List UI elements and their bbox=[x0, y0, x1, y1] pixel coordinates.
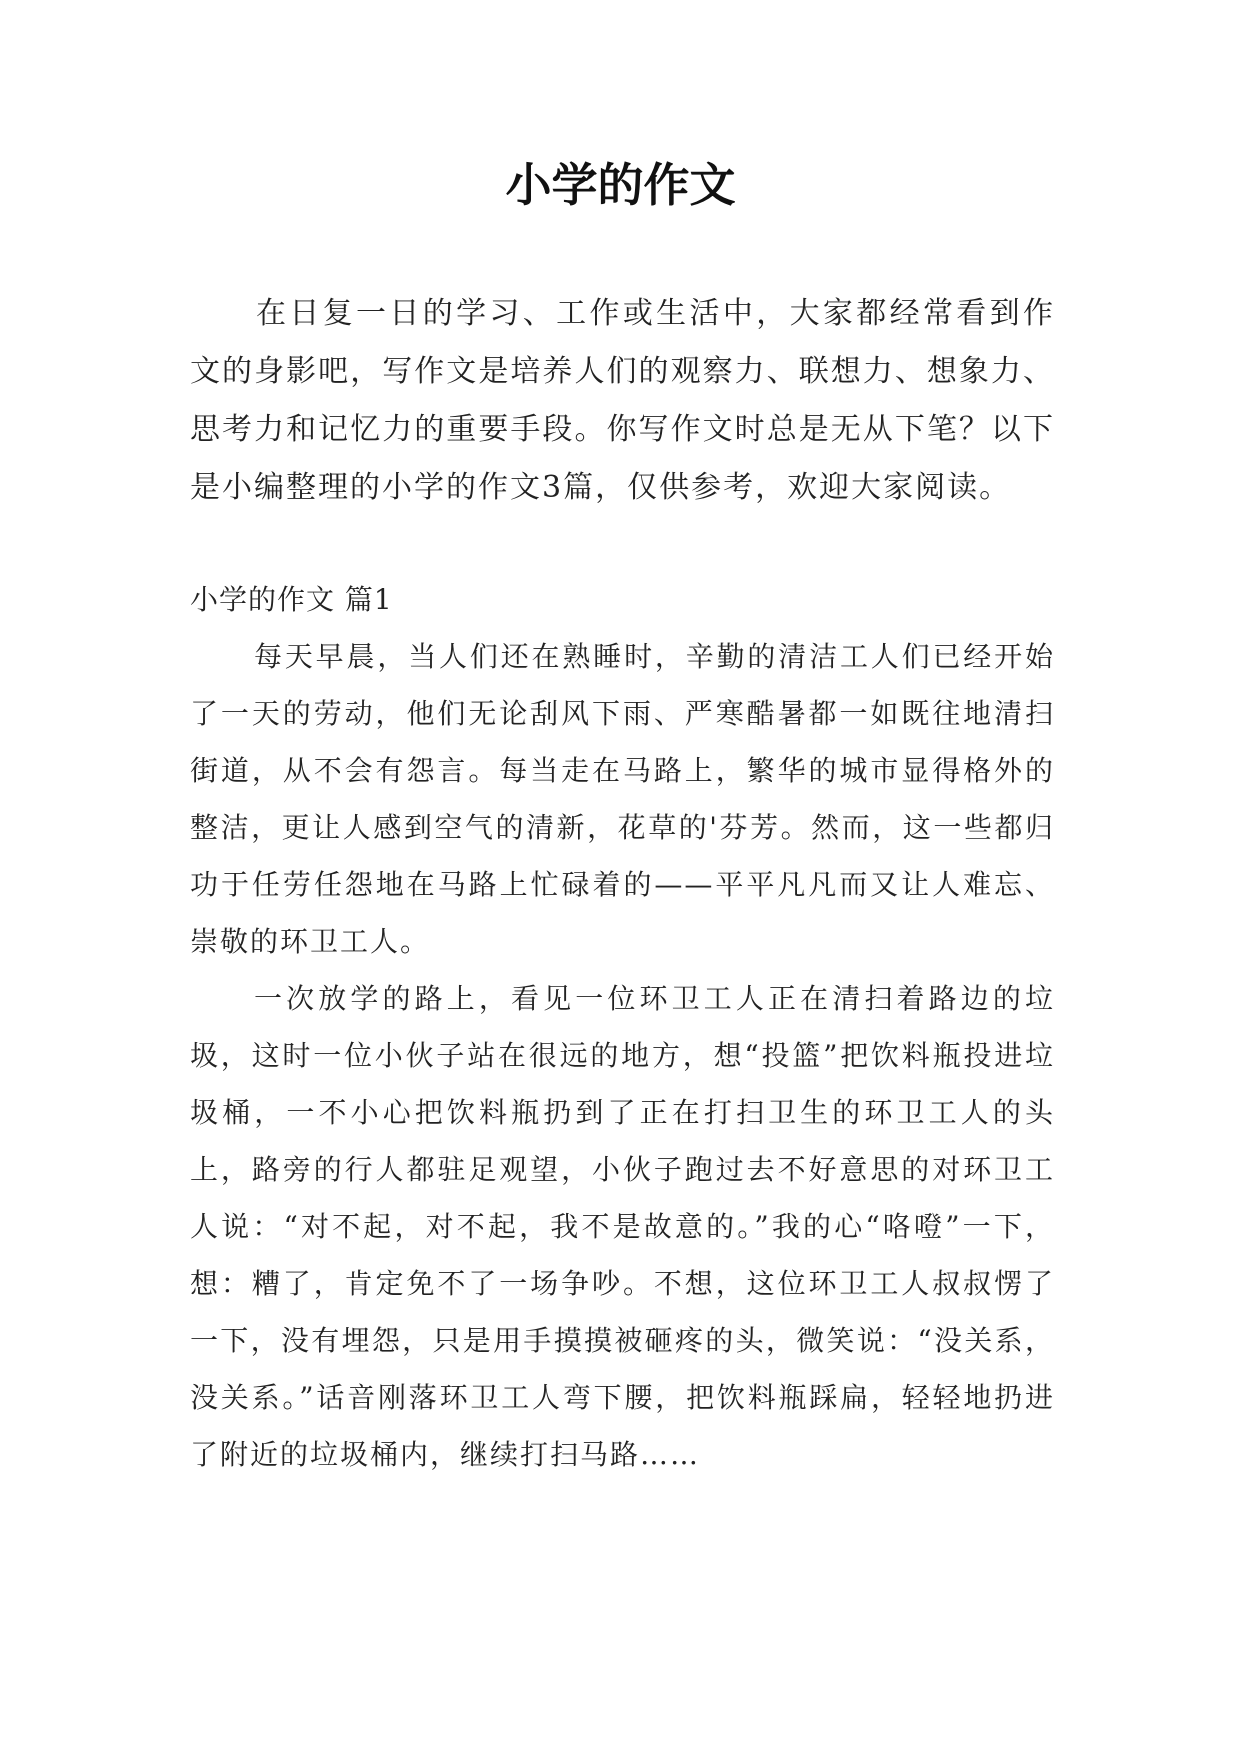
page-title: 小学的作文 bbox=[505, 158, 736, 212]
section-heading: 小学的作文 篇1 bbox=[190, 583, 393, 616]
document-body bbox=[190, 285, 1055, 1483]
body-paragraph-2: 一次放学的路上，看见一位环卫工人正在清扫着路边的垃圾，这时一位小伙子站在很远的地方，想“投篮”把饮料瓶投进垃圾桶，一不小心把饮料瓶扔到了正在打扫卫生的环卫工人的头上，路旁的行人都驻足观望，小伙子跑过去不好意思的对环卫工人说：“对不起，对不起，我不是故意的。”我的心“咯噔”一下，想：糟了，肯定免不了一场争吵。不想，这位环卫工人叔叔愣了一下，没有埋怨，只是用手摸摸被砸疼的头，微笑说：“没关系，没关系。”话音刚落环卫工人弯下腰，把饮料瓶踩扁，轻轻地扔进了附近的垃圾桶内，继续打扫马路…… bbox=[190, 982, 1055, 1471]
intro-paragraph: 在日复一日的学习、工作或生活中，大家都经常看到作文的身影吧，写作文是培养人们的观察力、联想力、想象力、思考力和记忆力的重要手段。你写作文时总是无从下笔？以下是小编整理的小学的作文3篇，仅供参考，欢迎大家阅读。 bbox=[190, 296, 1055, 505]
body-paragraph-1: 每天早晨，当人们还在熟睡时，辛勤的清洁工人们已经开始了一天的劳动，他们无论刮风下雨、严寒酷暑都一如既往地清扫街道，从不会有怨言。每当走在马路上，繁华的城市显得格外的整洁，更让人感到空气的清新，花草的'芬芳。然而，这一些都归功于任劳任怨地在马路上忙碌着的——平平凡凡而又让人难忘、崇敬的环卫工人。 bbox=[190, 640, 1055, 958]
